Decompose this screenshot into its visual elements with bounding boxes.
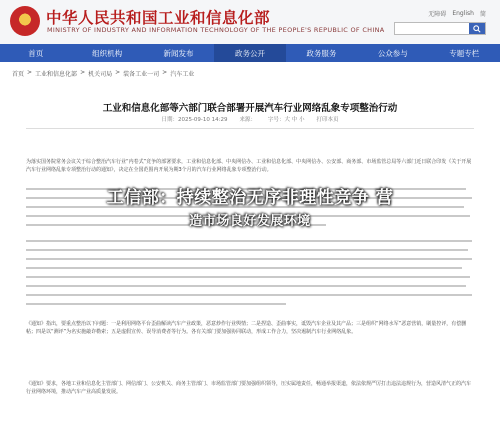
nav-item-news[interactable]: 新闻发布 [163, 48, 194, 58]
text-line [26, 294, 472, 296]
search-input[interactable] [395, 23, 469, 34]
breadcrumb-item[interactable]: 装备工业一司 [123, 71, 160, 78]
text-line [26, 249, 468, 251]
national-emblem-icon[interactable] [10, 6, 40, 36]
breadcrumb-separator: > [80, 69, 86, 76]
text-line [26, 240, 472, 242]
top-links [428, 9, 486, 18]
nav-item-topics[interactable]: 专题专栏 [449, 48, 480, 58]
article-content [12, 80, 488, 427]
text-line [26, 258, 472, 260]
breadcrumb [12, 69, 194, 78]
article-meta [12, 115, 488, 123]
top-link-english[interactable]: English [452, 10, 474, 17]
print-link[interactable]: 打印本页 [316, 117, 339, 123]
breadcrumb-item[interactable]: 工业和信息化部 [35, 71, 78, 78]
article-date: 日期：2025-09-10 14:29 [161, 117, 228, 123]
nav-item-home[interactable]: 首页 [28, 48, 44, 58]
nav-item-public-participation[interactable]: 公众参与 [377, 48, 408, 58]
overlay-headline: 工信部：持续整治无序非理性竞争 营 [106, 188, 394, 208]
search-box [394, 22, 486, 35]
breadcrumb-item[interactable]: 汽车工业 [170, 71, 195, 78]
top-link-simplified[interactable]: 简 [479, 11, 486, 18]
search-button[interactable] [469, 23, 485, 34]
nav-item-organization[interactable]: 组织机构 [92, 48, 123, 58]
article-paragraph: 《通知》指出，要重点整治以下问题：一是利用网络平台歪曲解读汽车产业政策，恶意炒作行业舆情；二是捏造、歪曲事实，诋毁汽车企业及其产品；三是组织“网络水军”恶意营销，刷量控评，有偿删帖；四是以“测评”为名实施敲诈勒索；五是虚假宣传、误导消费者等行为。各有关部门要加强协同联动，形成工作合力，坚决遏制汽车行业网络乱象。 [26, 321, 467, 336]
divider [26, 128, 474, 129]
article-paragraph: 为落实国务院常务会议关于综合整治汽车行业“内卷式”竞争的部署要求，工业和信息化部、中央网信办、工业和信息化部、中央网信办、公安部、商务部、市场监管总局等六部门近日联合印发《关于开展汽车行业网络乱象专项整治行动的通知》，决定在全国范围内开展为期3个月的汽车行业网络乱象专项整治行动。 [26, 159, 472, 174]
font-size-controls[interactable]: 字号：大 中 小 [268, 117, 305, 123]
site-header [0, 0, 500, 44]
main-nav [0, 44, 500, 62]
text-line [26, 285, 466, 287]
text-line [26, 303, 286, 305]
article-title: 工业和信息化部等六部门联合部署开展汽车行业网络乱象专项整治行动 [102, 103, 398, 114]
nav-item-services[interactable]: 政务服务 [306, 48, 337, 58]
text-line [26, 276, 470, 278]
breadcrumb-item[interactable]: 机关司局 [88, 71, 113, 78]
search-icon [473, 25, 481, 33]
nav-item-government-affairs[interactable]: 政务公开 [214, 44, 285, 62]
breadcrumb-separator: > [115, 69, 121, 76]
article-source: 来源： [239, 117, 257, 123]
site-subtitle: MINISTRY OF INDUSTRY AND INFORMATION TECHNOLOGY OF THE PEOPLE'S REPUBLIC OF CHINA [47, 26, 385, 34]
top-link-accessibility[interactable]: 无障碍 [428, 11, 447, 18]
site-title[interactable]: 中华人民共和国工业和信息化部 [46, 9, 271, 27]
breadcrumb-separator: > [162, 69, 168, 76]
breadcrumb-separator: > [27, 69, 33, 76]
breadcrumb-item[interactable]: 首页 [12, 71, 25, 78]
text-line [26, 267, 462, 269]
overlay-subline: 造市场良好发展环境 [189, 214, 311, 229]
article-paragraph: 《通知》要求，各地工业和信息化主管部门、网信部门、公安机关、商务主管部门、市场监管部门要加强组织领导，压实属地责任，畅通举报渠道，依法依规严厉打击违法违规行为，营造风清气正的汽车行业网络环境，推动汽车产业高质量发展。 [26, 381, 472, 396]
